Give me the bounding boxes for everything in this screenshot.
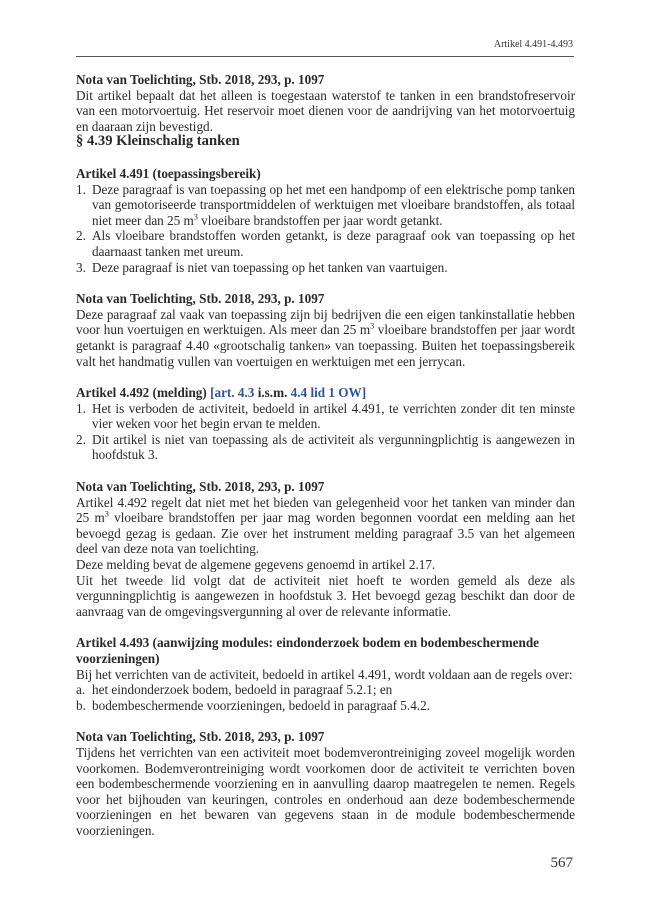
nota-text-part: vloeibare brandstoffen per jaar mag worden begonnen voordat een melding aan het bevoegd gezag is gedaan. Zie over het instrument melding paragraaf 3.5 van het algemeen deel van deze nota van toelichting. (76, 510, 575, 557)
article-intro: Bij het verrichten van de activiteit, bedoeld in artikel 4.491, wordt voldaan aan de regels over: (76, 666, 573, 682)
nota-text: Uit het tweede lid volgt dat de activiteit niet hoeft te worden gemeld als deze als vergunningplichtig is aangewezen in hoofdstuk 3. Het bevoegd gezag beschikt dan door de aanvraag van de omgevingsvergunning al over de relevante informatie. (76, 572, 575, 619)
header-divider (76, 56, 574, 57)
article-heading: Artikel 4.491 (toepassingsbereik) (76, 165, 261, 181)
item-text: Als vloeibare brandstoffen worden getankt, is deze paragraaf ook van toepassing op het daarnaast tanken met ureum. (92, 228, 575, 259)
nota-block-4 (76, 729, 575, 838)
nota-text-part: Artikel 4.492 regelt dat niet met het bieden van gelegenheid voor het tanken van minder dan 25 m (76, 494, 575, 526)
superscript: 3 (193, 212, 198, 222)
reference-bracket: ] (361, 385, 367, 401)
item-number: 2. (76, 431, 86, 447)
item-text: Het is verboden de activiteit, bedoeld in artikel 4.491, te verrichten zonder dit ten minste vier weken voor het begin ervan te melden. (92, 400, 575, 432)
superscript: 3 (104, 509, 109, 519)
article-4-493 (76, 635, 575, 713)
item-text-part: Deze paragraaf is van toepassing op het met een handpomp of een elektrische pomp tanken van gemotoriseerde transportmiddelen of werktuigen met vloeibare brandstoffen, als totaal niet meer dan 25 m (92, 181, 575, 228)
section-title: § 4.39 Kleinschalig tanken (76, 133, 240, 150)
nota-heading: Nota van Toelichting, Stb. 2018, 293, p. 1097 (76, 729, 325, 745)
item-number: 1. (76, 400, 86, 416)
article-items (76, 682, 575, 713)
nota-text (76, 307, 575, 369)
reference-bracket: [ (210, 385, 215, 401)
law-reference-link[interactable]: art. 4.3 (214, 385, 255, 401)
item-text: Dit artikel is niet van toepassing als de activiteit als vergunningplichtig is aangewezen in hoofdstuk 3. (92, 431, 575, 463)
article-4-491 (76, 166, 575, 275)
superscript: 3 (370, 321, 375, 331)
nota-heading: Nota van Toelichting, Stb. 2018, 293, p. 1097 (76, 479, 325, 495)
nota-heading: Nota van Toelichting, Stb. 2018, 293, p. 1097 (76, 291, 325, 307)
item-letter: a. (76, 682, 86, 698)
nota-block-3 (76, 479, 575, 619)
article-4-492 (76, 385, 575, 463)
nota-text: Tijdens het verrichten van een activiteit moet bodemverontreiniging zoveel mogelijk worden voorkomen. Bodemverontreiniging wordt voorkomen door de activiteit te verrichten boven een bodembeschermende voorziening en in aanvulling daarop maatregelen te nemen. Regels voor het bijhouden van keuringen, controles en onderhoud aan deze bodembeschermende voorzieningen en het bewaren van gegevens staan in de module bodembeschermende voorzieningen. (76, 744, 575, 838)
item-text (92, 182, 575, 229)
article-heading (76, 385, 575, 401)
nota-heading: Nota van Toelichting, Stb. 2018, 293, p. 1097 (76, 72, 325, 87)
list-item (76, 228, 575, 259)
nota-text (76, 495, 575, 557)
list-item (76, 432, 575, 463)
article-heading: Artikel 4.493 (aanwijzing modules: eindonderzoek bodem en bodembeschermende voorzieningen) (76, 635, 540, 666)
item-text: het eindonderzoek bodem, bedoeld in paragraaf 5.2.1; en (92, 682, 393, 698)
list-item (76, 682, 575, 698)
item-number: 2. (76, 228, 86, 244)
nota-text: Deze melding bevat de algemene gegevens genoemd in artikel 2.17. (76, 557, 436, 573)
article-heading-text: Artikel 4.492 (melding) (76, 385, 207, 401)
running-header: Artikel 4.491-4.493 (493, 39, 573, 50)
nota-block-2 (76, 291, 575, 369)
list-item (76, 182, 575, 229)
nota-text-part: vloeibare brandstoffen per jaar wordt getankt is paragraaf 4.40 «grootschalig tanken» van toepassing. Buiten het toepassingsbereik valt het handmatig vullen van voertuigen en werktuigen met een jerrycan. (76, 322, 575, 369)
item-number: 1. (76, 181, 86, 197)
list-item (76, 401, 575, 432)
law-reference-link[interactable]: 4.4 lid 1 OW (290, 385, 362, 401)
item-number: 3. (76, 259, 86, 275)
article-items (76, 182, 575, 276)
item-letter: b. (76, 697, 86, 713)
page-body (76, 72, 575, 839)
item-text: bodembeschermende voorzieningen, bedoeld in paragraaf 5.4.2. (92, 697, 430, 713)
nota-text: Dit artikel bepaalt dat het alleen is toegestaan waterstof te tanken in een brandstofreservoir van een motorvoertuig. Het reservoir moet dienen voor de aandrijving van het motorvoertuig en daaraan zijn bevestigd. (76, 87, 575, 134)
item-text-part: vloeibare brandstoffen per jaar wordt getankt. (197, 212, 443, 228)
nota-block-1 (76, 72, 575, 134)
item-text: Deze paragraaf is niet van toepassing op het tanken van vaartuigen. (92, 259, 448, 275)
list-item (76, 260, 575, 276)
page-number: 567 (550, 855, 573, 871)
article-items (76, 401, 575, 463)
list-item (76, 698, 575, 714)
reference-connector: i.s.m. (254, 385, 291, 401)
nota-text-part: Deze paragraaf zal vaak van toepassing zijn bij bedrijven die een eigen tankinstallatie hebben voor hun voertuigen en werktuigen. Als meer dan 25 m (76, 306, 575, 338)
